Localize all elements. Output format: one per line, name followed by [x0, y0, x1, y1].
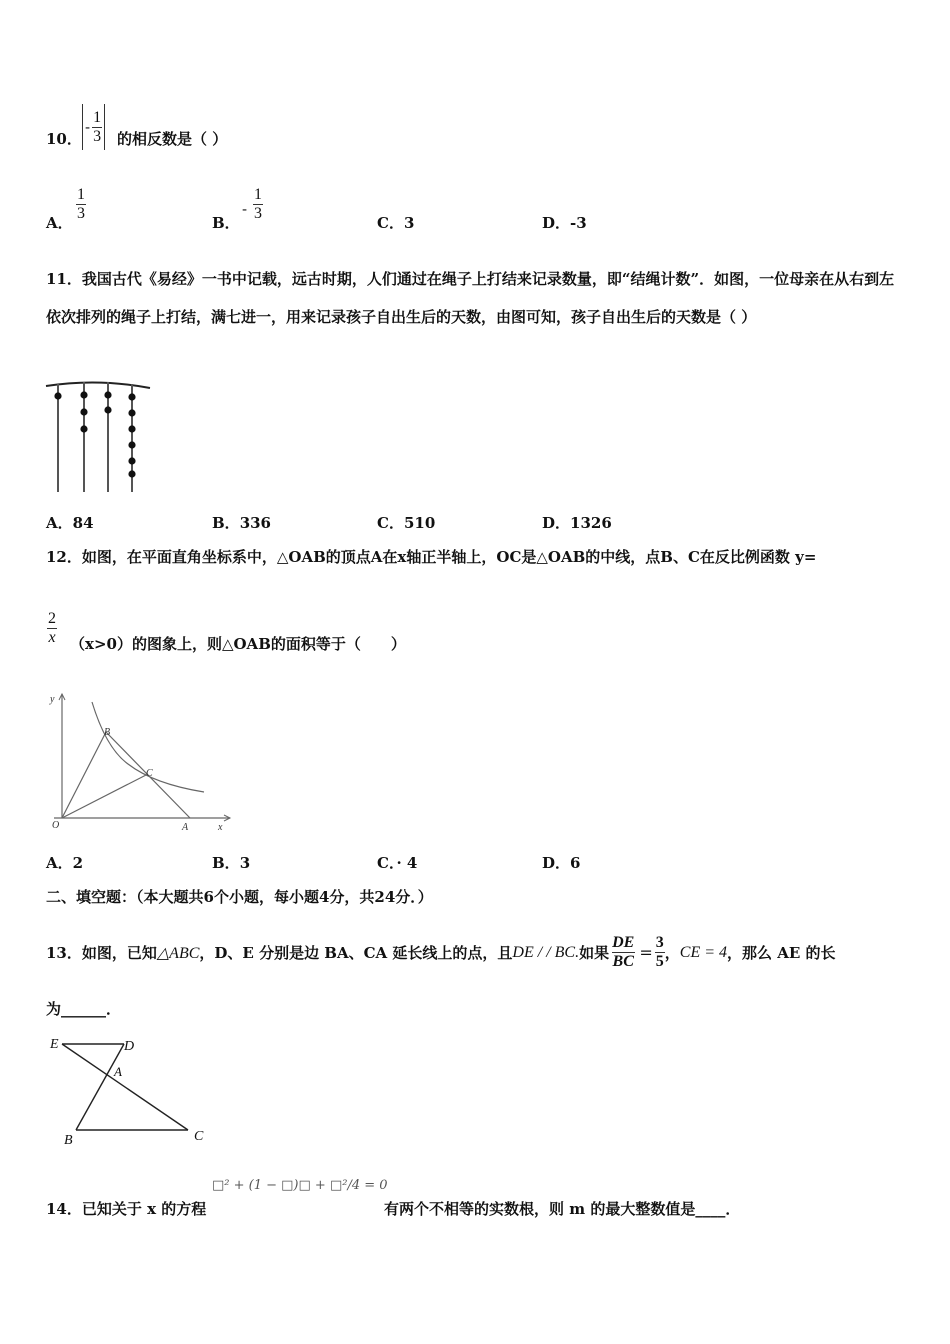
- q12-option-b-label: B．: [212, 854, 240, 872]
- q13-label-c: C: [194, 1129, 204, 1144]
- q11-option-d-value: 1326: [570, 514, 612, 532]
- q12-label-c: C: [146, 768, 153, 779]
- q10-option-a-fraction: [76, 186, 86, 223]
- q13-text-part2: ，D、E 分别是边 BA、CA 延长线上的点，且: [199, 944, 513, 962]
- q11-top-rope: [46, 382, 150, 388]
- q12-label-a: A: [182, 822, 189, 833]
- q12-option-d-value: 6: [570, 854, 581, 872]
- q13-value-fraction: [655, 934, 665, 971]
- q13-segment-ec: [62, 1044, 188, 1130]
- q10-abs-value-expression: [82, 104, 105, 150]
- q14-question-text-part2: 有两个不相等的实数根，则 m 的最大整数值是____．: [384, 1200, 741, 1218]
- q10-number: 10．: [46, 130, 82, 148]
- q10-abs-numerator: 1: [93, 108, 102, 126]
- q10-option-d-value: -3: [570, 214, 587, 232]
- q13-segment-db: [76, 1044, 124, 1130]
- q13-parallel-expr: DE / / BC.: [512, 943, 580, 961]
- q10-abs-minus: -: [85, 118, 91, 136]
- q10-abs-fraction: [92, 109, 102, 146]
- q12-option-c-label: C．: [377, 854, 397, 872]
- q11-option-b-label: B．: [212, 514, 240, 532]
- q11-knot: [104, 391, 111, 398]
- q13-triangle-abc: △ABC: [156, 944, 200, 962]
- q12-function-fraction: [47, 610, 57, 647]
- q13-equals: =: [639, 943, 653, 962]
- q11-option-d-label: D．: [542, 514, 571, 532]
- q10-option-b-num: 1: [254, 186, 262, 203]
- q12-option-a-value: 2: [72, 854, 84, 872]
- q12-label-o: O: [52, 820, 60, 831]
- q13-ce-value: CE = 4: [679, 943, 728, 961]
- q11-knot: [128, 470, 135, 477]
- q10-option-d: [542, 212, 587, 233]
- q12-option-b: [212, 852, 250, 873]
- q12-option-c: [377, 852, 417, 873]
- q12-question-line2: （x>0）的图象上，则△OAB的面积等于（ ）: [70, 635, 406, 653]
- q12-segment-oc: [62, 774, 148, 818]
- q10-option-a-label: A．: [46, 214, 73, 232]
- q13-label-a: A: [114, 1064, 122, 1079]
- q12-option-b-value: 3: [239, 854, 251, 872]
- q12-coordinate-graph: [44, 690, 234, 838]
- q13-label-e: E: [50, 1037, 59, 1052]
- q11-question-text: 11．我国古代《易经》一书中记载，远古时期，人们通过在绳子上打结来记录数量，即“结绳计数”．如图，一位母亲在从右到左依次排列的绳子上打结，满七进一，用来记录孩子自出生后的天数，由图可知，孩子自出生后的天数是（ ）: [46, 270, 895, 326]
- q10-question-text: 的相反数是（ ）: [117, 130, 228, 148]
- q11-knot-rope-figure: [44, 380, 152, 496]
- q13-value-num: 3: [655, 934, 664, 951]
- q12-question-line1: 12．如图，在平面直角坐标系中，△OAB的顶点A在x轴正半轴上，OC是△OAB的中线，点B、C在反比例函数 y=: [46, 548, 817, 566]
- q11-knot: [128, 457, 135, 464]
- q11-knot: [80, 391, 87, 398]
- q10-option-b-sign: -: [242, 200, 248, 218]
- q13-ratio-den: BC: [612, 953, 634, 970]
- q13-question-line2: 为______．: [46, 1000, 122, 1018]
- q11-option-a-value: 84: [72, 514, 94, 532]
- q11-knot: [128, 393, 135, 400]
- q14-question-text-part1: 14．已知关于 x 的方程: [46, 1200, 207, 1218]
- q11-option-d: [542, 512, 612, 533]
- q12-label-b: B: [104, 727, 111, 738]
- q10-option-b-label: B．: [212, 214, 240, 232]
- q13-label-d: D: [124, 1039, 135, 1054]
- q14-equation: □² + (1 − □)□ + □²/4 = 0: [212, 1178, 388, 1193]
- q13-text-part5: ，那么 AE 的长: [727, 944, 836, 962]
- q12-option-a-label: A．: [46, 854, 73, 872]
- q11-knot: [128, 441, 135, 448]
- q11-knot: [80, 425, 87, 432]
- q11-knot: [104, 406, 111, 413]
- q12-fraction-num: 2: [48, 610, 56, 627]
- q12-fraction-den: x: [48, 629, 56, 646]
- q10-option-a-den: 3: [77, 205, 85, 222]
- q12-option-d: [542, 852, 580, 873]
- q13-triangle-figure: [46, 1034, 216, 1146]
- q12-option-c-value: · 4: [396, 854, 418, 872]
- q10-option-c-label: C．: [377, 214, 404, 232]
- q11-option-a-label: A．: [46, 514, 73, 532]
- q13-comma: ，: [664, 944, 680, 962]
- q13-value-den: 5: [655, 953, 664, 970]
- q12-option-a: [46, 852, 83, 873]
- q13-ratio-num: DE: [612, 934, 635, 951]
- q10-abs-denominator: 3: [93, 127, 102, 145]
- q10-option-a-num: 1: [77, 186, 85, 203]
- q11-knot: [54, 392, 61, 399]
- q12-option-d-label: D．: [542, 854, 571, 872]
- q11-option-b: [212, 512, 271, 533]
- q10-option-c-value: 3: [403, 214, 415, 232]
- q10-option-b-fraction: [253, 186, 263, 223]
- q12-segment-ob: [62, 732, 106, 818]
- q13-question-line1: [46, 934, 836, 971]
- q11-option-c-value: 510: [403, 514, 436, 532]
- q13-label-b: B: [64, 1133, 73, 1146]
- q13-text-part3: 如果: [579, 944, 610, 962]
- q12-label-x: x: [218, 822, 223, 833]
- q10-option-c: [377, 212, 414, 233]
- section-2-title: 二、填空题：（本大题共6个小题，每小题4分，共24分．）: [46, 888, 433, 906]
- q12-label-y: y: [50, 694, 55, 705]
- q11-knot: [128, 409, 135, 416]
- q11-option-a: [46, 512, 94, 533]
- q11-knot: [80, 408, 87, 415]
- q11-knot: [128, 425, 135, 432]
- q11-option-c-label: C．: [377, 514, 404, 532]
- q11-option-c: [377, 512, 435, 533]
- q11-option-b-value: 336: [239, 514, 271, 532]
- q10-option-d-label: D．: [542, 214, 571, 232]
- q13-ratio-fraction: [611, 934, 635, 971]
- q10-option-b-den: 3: [254, 205, 262, 222]
- q13-text-part1: 13．如图，已知: [46, 944, 157, 962]
